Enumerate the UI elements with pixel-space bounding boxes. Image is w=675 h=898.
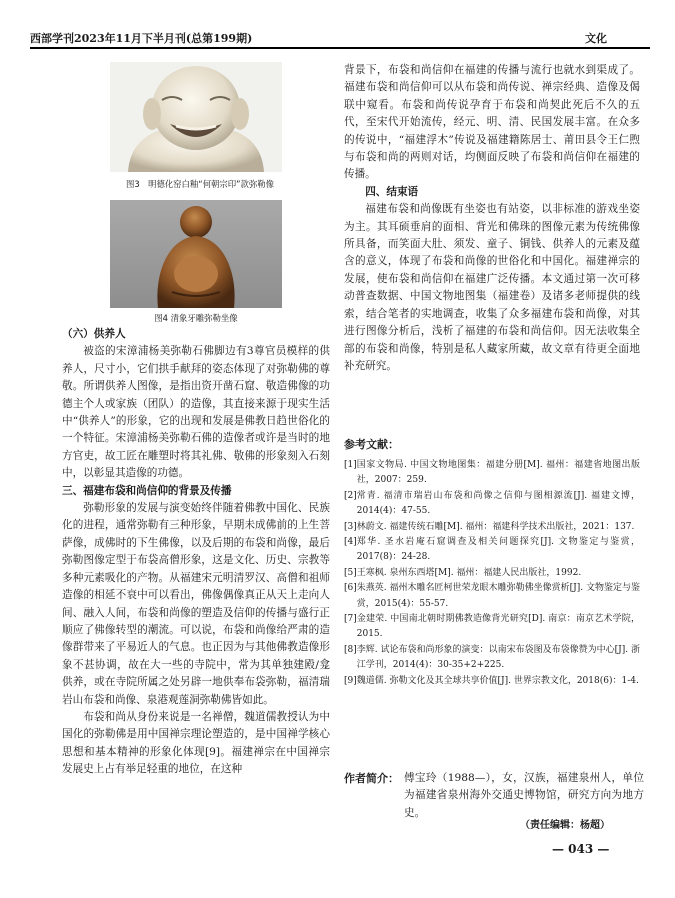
figure-4-caption: 图4 清象牙雕弥勒坐像 — [154, 313, 238, 323]
references-heading: 参考文献： — [344, 438, 399, 451]
paragraph: 被盗的宋漳浦杨美弥勒石佛脚边有3尊官员模样的供养人，尺寸小，它们拱手献拜的姿态体现了对弥勒佛的尊敬。所谓供养人图像，是指出资开凿石窟、敬造佛像的功德主个人或家族（团队）的造像，其直接来源于现实生活中“供养人”的形象，它的出现和发展是佛教日趋世俗化的一个特征。宋漳浦杨美弥勒石佛的造像者或许是当时的地方官吏，故工匠在雕塑时将其礼佛、敬佛的形象刻入石刻中，以彰显其造像的功德。 — [62, 345, 330, 480]
paragraph: 布袋和尚从身份来说是一名禅僧，魏道儒教授认为中国化的弥勒佛是用中国禅宗理论塑造的，是中国禅学核心思想和基本精神的形象化体现[9]。福建禅宗在中国禅宗发展史上占有举足轻重的地位，在这种 — [62, 710, 330, 776]
reference-item: [8] 李辉. 试论布袋和尚形象的演变：以南宋布袋图及布袋像赞为中心[J]. 浙江学刊，2014(4)：30-35+2+225. — [344, 644, 640, 671]
paragraph: 弥勒形象的发展与演变始终伴随着佛教中国化、民族化的进程，通常弥勒有三种形象，早期未成佛前的上生菩萨像，成佛时的下生佛像，以及后期的布袋和尚像，最后弥勒图像定型于布袋高僧形象，这是文化、历史、宗教等多种元素吸化的产物。从福建宋元明清罗汉、高僧和祖师造像的相延不衰中可以看出，佛像偶像真正从天上走向人间、融入人间，布袋和尚像的塑造及信仰的传播与盛行正顺应了佛像转型的潮流。可以说，布袋和尚像给严肃的造像群带来了平易近人的气息。也正因为与其他佛教造像形象不甚协调，故在大一些的寺院中，常为其单独建殿/龛供养，或在寺院所属之处另辟一地供奉布袋弥勒，福清瑞岩山布袋和尚像、泉港观莲洞弥勒佛皆如此。 — [62, 502, 330, 706]
reference-item: [7] 金建荣. 中国南北朝时期佛教造像背光研究[D]. 南京：南京艺术学院，2015. — [344, 614, 640, 640]
journal-title: 西部学刊2023年11月下半月刊(总第199期) — [30, 32, 253, 45]
reference-item: [1] 国家文物局. 中国文物地图集：福建分册[M]. 福州：福建省地图出版社，2007：259. — [344, 460, 640, 486]
reference-item: [9] 魏道儒. 弥勒文化及其全球共享价值[J]. 世界宗教文化，2018(6)：1-4. — [344, 675, 639, 686]
maitreya-statue-photo — [110, 62, 282, 172]
references-list — [344, 458, 640, 689]
figure-4-image — [110, 200, 282, 308]
header-divider — [30, 47, 650, 49]
paragraph: 背景下，布袋和尚信仰在福建的传播与流行也就水到渠成了。福建布袋和尚信仰可以从布袋和尚传说、禅宗经典、造像及偈联中窥看。布袋和尚传说孕育于布袋和尚契此死后不久的五代，至宋代开始流传，经元、明、清、民国发展丰富。在众多的传说中，“福建浮木”传说及福建籍陈居士、莆田县令王仁煦与布袋和尚的两则对话，均侧面反映了布袋和尚信仰在福建的传播。 — [344, 64, 640, 181]
author-label: 作者简介： — [344, 772, 399, 785]
reference-item: [6] 朱燕英. 福州木雕名匠柯世荣龙眼木雕弥勒佛坐像赏析[J]. 文物鉴定与鉴赏，2015(4)：55-57. — [344, 583, 640, 609]
figure-3-caption: 图3 明德化窑白釉“何朝宗印”款弥勒像 — [125, 179, 274, 189]
reference-item: [2] 常青. 福清市瑞岩山布袋和尚像之信仰与图相源流[J]. 福建文博，2014(4)：47-55. — [344, 490, 640, 517]
section-heading-conclusion: 四、结束语 — [365, 185, 419, 198]
reference-item: [3] 林蔚文. 福建传统石雕[M]. 福州：福建科学技术出版社，2021：137. — [344, 521, 635, 532]
right-column — [344, 62, 640, 375]
ivory-maitreya-photo — [110, 200, 282, 308]
editor-note: （责任编辑：杨超） — [520, 820, 610, 831]
author-text: 傅宝玲（1988—），女，汉族，福建泉州人，单位为福建省泉州海外交通史博物馆，研究方向为地方史。 — [404, 772, 644, 819]
page-number: — 043 — — [552, 842, 610, 856]
reference-item: [4] 郑华. 圣水岩庵石窟调查及相关问题探究[J]. 文物鉴定与鉴赏，2017(8)：24-28. — [344, 537, 640, 563]
section-heading-supporters: （六）供养人 — [62, 328, 126, 340]
paragraph: 福建布袋和尚像既有坐姿也有站姿，以非标准的游戏坐姿为主。其耳硕垂肩的面相、背光和佛珠的图像元素为传统佛像所具备，而笑面大肚、须发、童子、铜钱、供养人的元素及蕴含的意义，体现了布袋和尚像的世俗化和中国化。福建禅宗的发展，使布袋和尚信仰在福建广泛传播。本文通过第一次可移动普查数据、中国文物地图集（福建卷）及诸多老师提供的线索，结合笔者的实地调查，收集了众多福建布袋和尚像，对其进行图像分析后，浅析了福建的布袋和尚信仰。因无法收集全部的布袋和尚像，特别是私人藏家所藏，故文章有待更全面地补充研究。 — [344, 203, 640, 372]
section-name: 文化 — [585, 32, 607, 45]
reference-item: [5] 王寒枫. 泉州东西塔[M]. 福州：福建人民出版社，1992. — [344, 567, 582, 578]
left-column — [62, 326, 330, 779]
figure-3-image — [110, 62, 282, 172]
page-header — [0, 30, 675, 46]
section-heading-three: 三、福建布袋和尚信仰的背景及传播 — [62, 484, 232, 497]
